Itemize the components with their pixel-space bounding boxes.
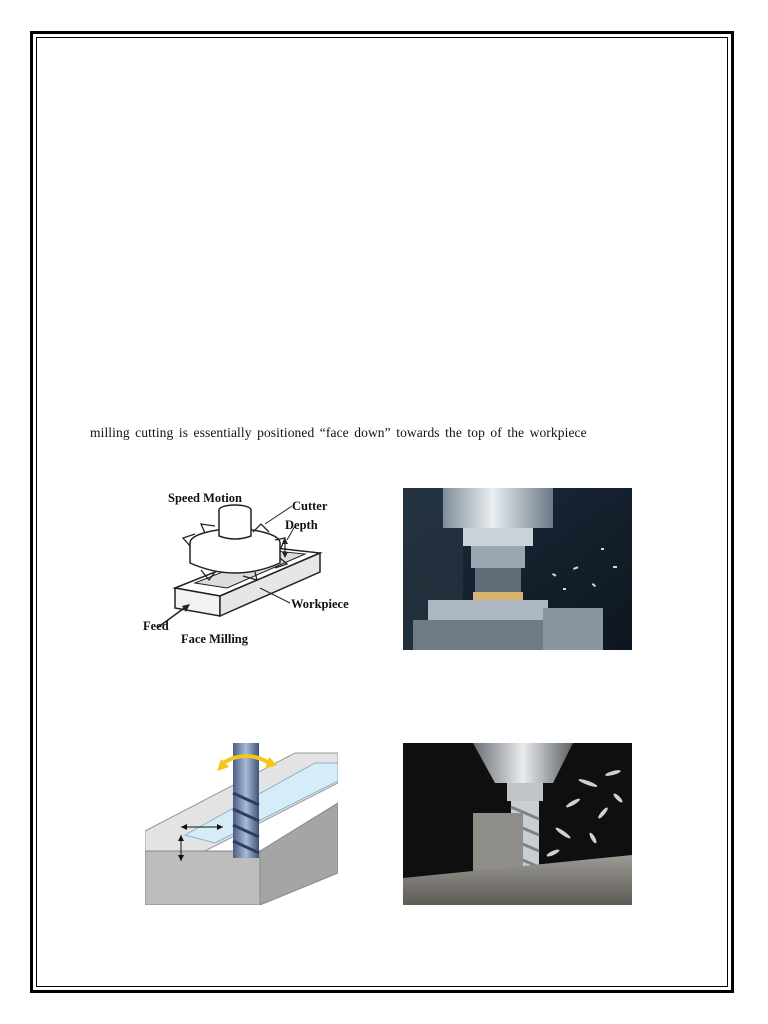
face-milling-svg: [135, 488, 370, 650]
cnc-milling-photo-svg: [403, 488, 632, 650]
body-text-caption: milling cutting is essentially positioned “face down” towards the top of the workpiece: [90, 425, 587, 440]
end-mill-cutting-photo: [403, 743, 632, 905]
label-depth: Depth: [285, 518, 318, 532]
aluminium-block: [473, 813, 523, 871]
face-mill-cutter: [475, 568, 521, 594]
label-cutter: Cutter: [292, 499, 328, 513]
end-mill-shank: [233, 743, 259, 783]
end-milling-diagram: [145, 743, 338, 905]
label-workpiece: Workpiece: [291, 597, 349, 611]
end-milling-svg: [145, 743, 338, 905]
label-face-milling: Face Milling: [181, 632, 248, 646]
block-front: [145, 851, 260, 905]
label-feed: Feed: [143, 619, 169, 633]
spindle-housing: [443, 488, 553, 528]
end-mill-cutting-photo-svg: [403, 743, 632, 905]
cnc-milling-photo: [403, 488, 632, 650]
workpiece: [428, 600, 548, 620]
label-speed-motion: Speed Motion: [168, 491, 242, 505]
face-milling-diagram: [135, 488, 370, 650]
